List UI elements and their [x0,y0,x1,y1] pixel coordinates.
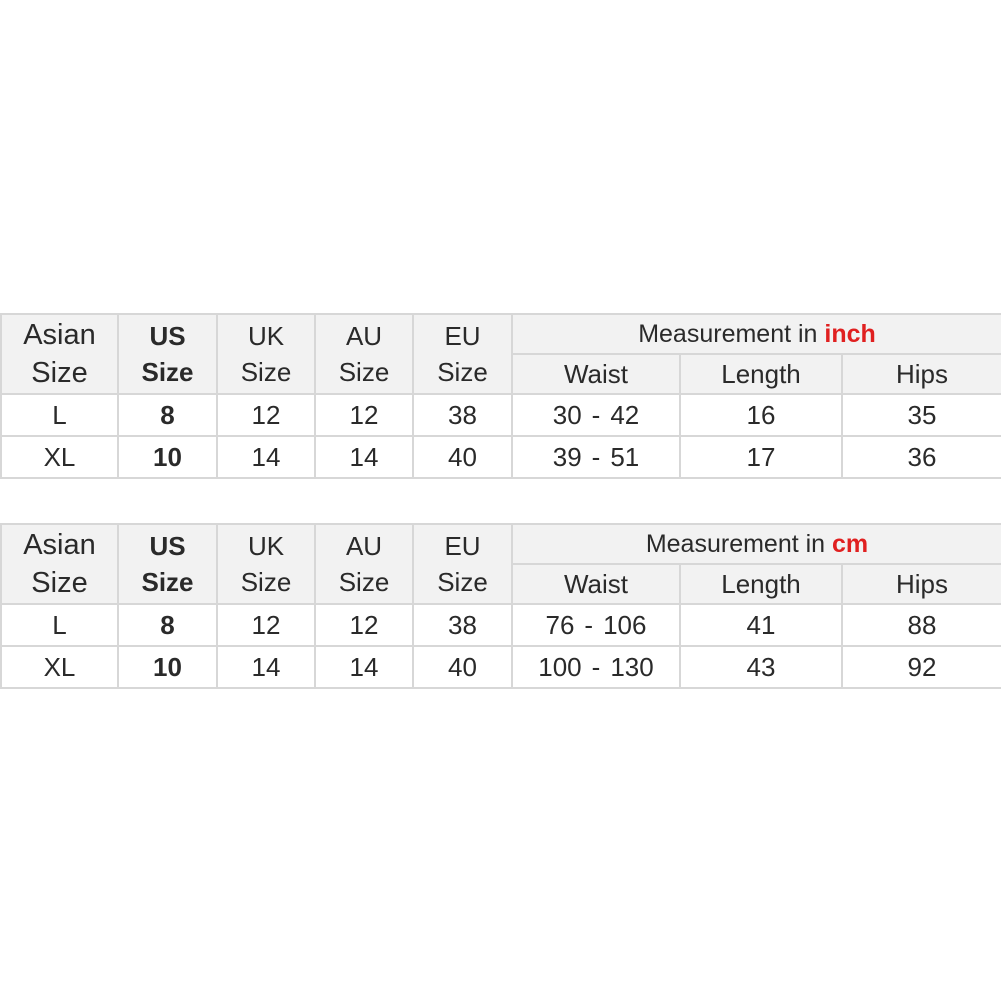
measurement-header [512,524,1001,564]
uk-size-header: UK Size [217,314,315,394]
waist-separator: - [591,442,601,472]
waist-max: 51 [610,442,640,472]
size-chart-inch-table [0,313,1001,479]
us-size-cell: 10 [118,646,217,688]
header-row [1,524,1001,564]
waist-separator: - [591,400,601,430]
table-row [1,436,1001,478]
table-row [1,394,1001,436]
uk-size-cell: 12 [217,604,315,646]
waist-separator: - [584,610,594,640]
length-header: Length [680,564,842,604]
waist-cell [512,604,680,646]
eu-size-cell: 38 [413,604,512,646]
measurement-unit: inch [824,320,876,348]
au-size-cell: 14 [315,646,413,688]
waist-header: Waist [512,564,680,604]
waist-separator: - [591,652,601,682]
size-chart-cm-table [0,523,1001,689]
uk-size-header: UK Size [217,524,315,604]
us-size-cell: 8 [118,394,217,436]
length-cell: 16 [680,394,842,436]
eu-size-cell: 40 [413,436,512,478]
waist-min: 100 [538,652,582,682]
us-size-cell: 10 [118,436,217,478]
au-size-header: AU Size [315,314,413,394]
header-row [1,314,1001,354]
waist-cell [512,436,680,478]
waist-min: 30 [552,400,582,430]
eu-size-cell: 38 [413,394,512,436]
waist-cell [512,394,680,436]
table-row [1,646,1001,688]
asian-size-cell: L [1,604,118,646]
measurement-label: Measurement in [638,320,818,348]
au-size-cell: 12 [315,394,413,436]
asian-size-header: Asian Size [1,524,118,604]
waist-max: 42 [610,400,640,430]
hips-cell: 92 [842,646,1001,688]
asian-size-header: Asian Size [1,314,118,394]
measurement-unit: cm [832,530,869,558]
uk-size-cell: 14 [217,436,315,478]
asian-size-cell: XL [1,436,118,478]
waist-min: 76 [545,610,575,640]
length-cell: 41 [680,604,842,646]
eu-size-header: EU Size [413,524,512,604]
asian-size-cell: XL [1,646,118,688]
length-cell: 17 [680,436,842,478]
uk-size-cell: 14 [217,646,315,688]
uk-size-cell: 12 [217,394,315,436]
hips-cell: 35 [842,394,1001,436]
measurement-header [512,314,1001,354]
waist-min: 39 [552,442,582,472]
length-header: Length [680,354,842,394]
us-size-cell: 8 [118,604,217,646]
table-row [1,604,1001,646]
waist-max: 106 [603,610,647,640]
length-cell: 43 [680,646,842,688]
au-size-cell: 12 [315,604,413,646]
eu-size-cell: 40 [413,646,512,688]
waist-cell [512,646,680,688]
us-size-header: US Size [118,524,217,604]
hips-cell: 88 [842,604,1001,646]
waist-header: Waist [512,354,680,394]
au-size-cell: 14 [315,436,413,478]
hips-cell: 36 [842,436,1001,478]
hips-header: Hips [842,564,1001,604]
eu-size-header: EU Size [413,314,512,394]
us-size-header: US Size [118,314,217,394]
au-size-header: AU Size [315,524,413,604]
measurement-label: Measurement in [645,530,826,558]
asian-size-cell: L [1,394,118,436]
hips-header: Hips [842,354,1001,394]
waist-max: 130 [610,652,654,682]
